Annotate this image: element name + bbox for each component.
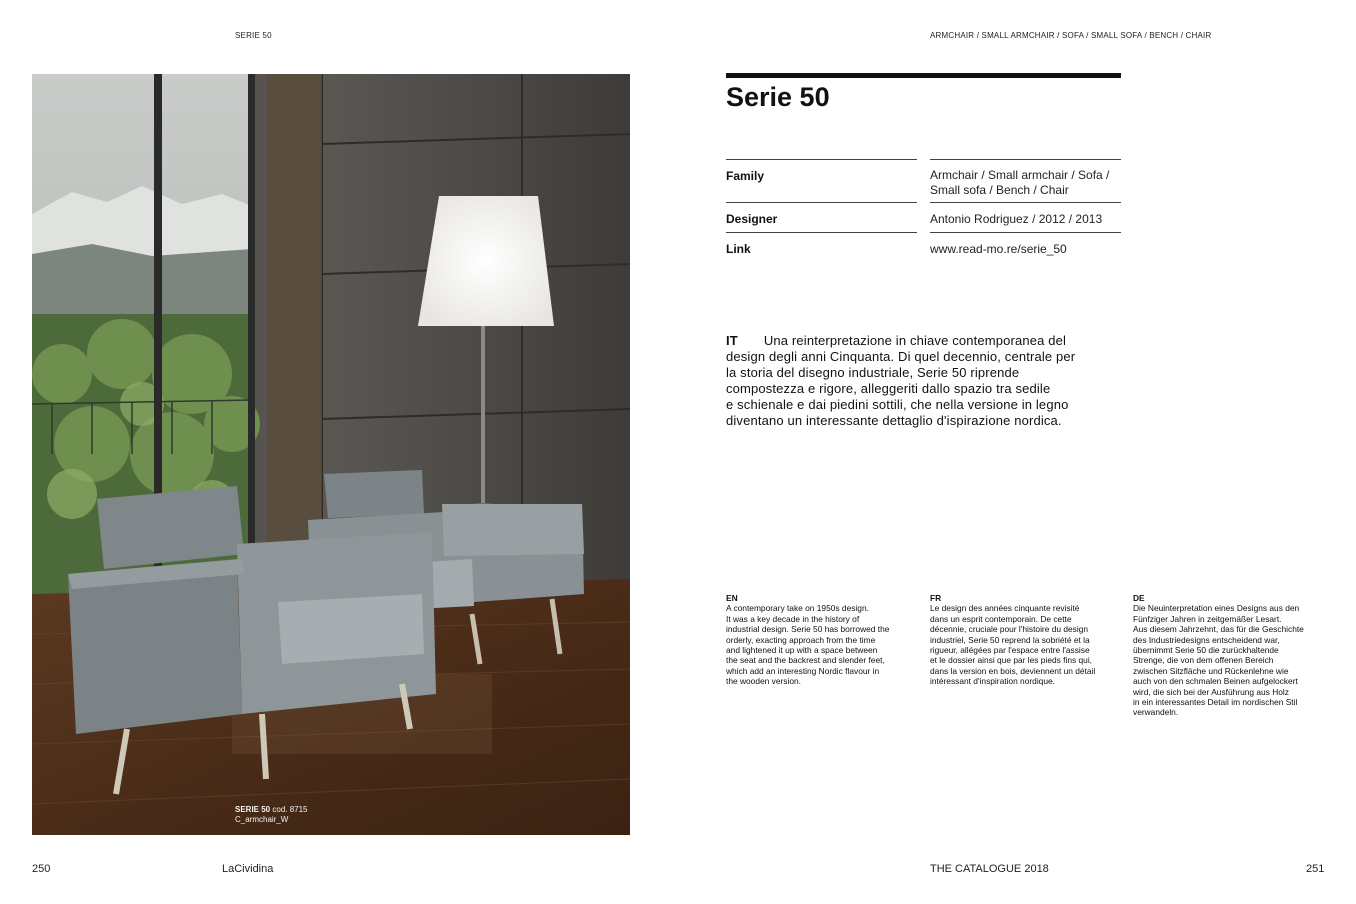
text-line: wird, die sich bei der Ausführung aus Holz — [1133, 686, 1289, 697]
brand-name: LaCividina — [222, 863, 274, 875]
description-it — [726, 333, 1121, 429]
lang-label-en: EN — [726, 593, 738, 603]
text-line: the seat and the backrest and slender feet, — [726, 655, 885, 666]
photo-caption — [235, 805, 308, 825]
product-photo — [32, 74, 630, 835]
lang-label-fr: FR — [930, 593, 942, 603]
text-line: and lightened it up with a space between — [726, 645, 878, 656]
spec-rule — [930, 202, 1121, 203]
text-line: industrial design. Serie 50 has borrowed the — [726, 624, 890, 635]
page-number-left: 250 — [32, 863, 51, 875]
text-line: It was a key decade in the history of — [726, 613, 860, 624]
text-line: A contemporary take on 1950s design. — [726, 603, 869, 614]
text-line: which add an interesting Nordic flavour in — [726, 665, 880, 676]
text-line: verwandeln. — [1133, 707, 1179, 718]
link-value[interactable]: www.read-mo.re/serie_50 — [930, 242, 1067, 256]
page-title: Serie 50 — [726, 82, 830, 112]
page-number-right: 251 — [1306, 863, 1325, 875]
text-line: e schienale e dai piedini sottili, che nella versione in legno — [726, 397, 1069, 412]
family-value-line1: Armchair / Small armchair / Sofa / — [930, 168, 1110, 182]
spec-rule — [726, 202, 917, 203]
description-fr — [930, 593, 1120, 687]
text-line: Die Neuinterpretation eines Designs aus den — [1133, 603, 1300, 614]
text-line: übernimmt Serie 50 die zurückhaltende — [1133, 645, 1279, 656]
text-line: zwischen Sitzfläche und Rückenlehne wie — [1133, 665, 1289, 676]
text-line: design degli anni Cinquanta. Di quel decennio, centrale per — [726, 349, 1076, 364]
lang-label-de: DE — [1133, 593, 1145, 603]
text-line: the wooden version. — [726, 676, 801, 687]
text-line: la storia del disegno industriale, Serie 50 riprende — [726, 365, 1020, 380]
text-line: auch von den schmalen Beinen aufgelockert — [1133, 676, 1298, 687]
caption-code: cod. 8715 — [270, 805, 308, 814]
text-line: dans un esprit contemporain. De cette — [930, 613, 1072, 624]
text-line: intéressant d'inspiration nordique. — [930, 676, 1055, 687]
link-label: Link — [726, 242, 751, 256]
text-line: dans la version en bois, deviennent un détail — [930, 665, 1096, 676]
text-line: orderly, exacting approach from the time — [726, 634, 876, 645]
family-value — [930, 168, 1109, 198]
text-line: Strenge, die von dem offenen Bereich — [1133, 655, 1274, 666]
title-bar — [726, 73, 1121, 78]
text-line: décennie, cruciale pour l'histoire du design — [930, 624, 1089, 635]
family-label: Family — [726, 169, 765, 183]
spec-rule — [726, 159, 917, 160]
caption-name: SERIE 50 — [235, 805, 271, 814]
spec-rule — [726, 232, 917, 233]
description-de — [1133, 593, 1333, 718]
text-line: des Industriedesigns entscheidend war, — [1133, 634, 1280, 645]
text-line: Aus diesem Jahrzehnt, das für die Geschichte — [1133, 624, 1304, 635]
designer-value: Antonio Rodriguez / 2012 / 2013 — [930, 212, 1103, 226]
text-line: in ein interessantes Detail im nordischen Stil — [1133, 697, 1298, 708]
text-line: Fünfziger Jahren in zeitgemäßer Lesart. — [1133, 613, 1282, 624]
lang-label-it: IT — [726, 333, 738, 348]
catalogue-label: THE CATALOGUE 2018 — [930, 863, 1049, 875]
text-line: et le dossier ainsi que par les pieds fins qui, — [930, 655, 1093, 666]
designer-label: Designer — [726, 212, 778, 226]
text-line: Una reinterpretazione in chiave contemporanea del — [763, 333, 1067, 348]
text-line: industriel, Serie 50 reprend la sobriété et la — [930, 634, 1090, 645]
running-head-left: SERIE 50 — [235, 31, 272, 40]
text-line: diventano un interessante dettaglio d'ispirazione nordica. — [726, 413, 1062, 428]
running-head-right: ARMCHAIR / SMALL ARMCHAIR / SOFA / SMALL SOFA / BENCH / CHAIR — [930, 31, 1212, 40]
text-line: Le design des années cinquante revisité — [930, 603, 1080, 614]
description-en — [726, 593, 916, 687]
caption-line2: C_armchair_W — [235, 815, 289, 824]
spec-rule — [930, 232, 1121, 233]
family-value-line2: Small sofa / Bench / Chair — [930, 183, 1069, 197]
text-line: compostezza e rigore, alleggeriti dallo spazio tra sedile — [726, 381, 1051, 396]
text-line: rigueur, allégées par l'espace entre l'assise — [930, 645, 1090, 656]
spec-rule — [930, 159, 1121, 160]
